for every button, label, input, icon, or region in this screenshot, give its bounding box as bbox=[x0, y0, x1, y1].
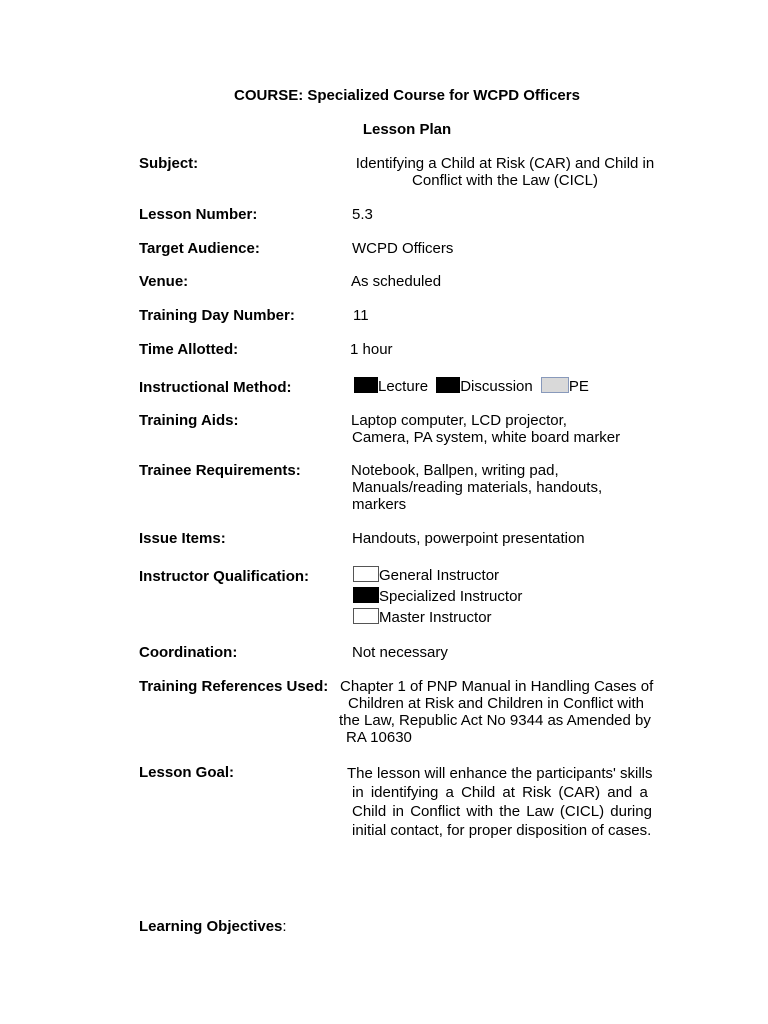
coordination-value: Not necessary bbox=[352, 644, 448, 661]
specialized-instructor-label: Specialized Instructor bbox=[379, 588, 523, 605]
trainee-requirements-value bbox=[351, 462, 602, 513]
general-instructor-label: General Instructor bbox=[379, 567, 500, 584]
lesson-goal-value bbox=[347, 764, 663, 840]
training-references-line: RA 10630 bbox=[346, 729, 412, 746]
time-allotted-value: 1 hour bbox=[350, 341, 393, 358]
training-aids-value bbox=[351, 412, 620, 446]
lesson-plan-title: Lesson Plan bbox=[362, 121, 452, 138]
master-instructor-checkbox[interactable] bbox=[353, 608, 379, 624]
training-aids-line: Camera, PA system, white board marker bbox=[352, 429, 621, 446]
venue-value: As scheduled bbox=[351, 273, 442, 290]
subject-label: Subject: bbox=[139, 155, 199, 172]
trainee-requirements-line: markers bbox=[352, 496, 407, 513]
training-references-line: Chapter 1 of PNP Manual in Handling Cases of bbox=[340, 678, 654, 695]
lesson-number-value: 5.3 bbox=[352, 206, 373, 223]
learning-objectives-colon: : bbox=[282, 918, 287, 935]
training-references-line: Children at Risk and Children in Conflict with bbox=[348, 695, 644, 712]
subject-value bbox=[300, 155, 710, 189]
trainee-requirements-label: Trainee Requirements: bbox=[139, 462, 301, 479]
target-audience-value: WCPD Officers bbox=[352, 240, 454, 257]
pe-checkbox[interactable] bbox=[541, 377, 569, 393]
pe-option-label: PE bbox=[568, 378, 589, 395]
instructor-qualification-options bbox=[353, 565, 522, 628]
training-aids-label: Training Aids: bbox=[139, 412, 239, 429]
training-references-line: the Law, Republic Act No 9344 as Amended by bbox=[339, 712, 651, 729]
lesson-goal-line: Child in Conflict with the Law (CICL) during bbox=[352, 803, 652, 820]
trainee-requirements-line: Notebook, Ballpen, writing pad, bbox=[351, 462, 559, 479]
training-aids-line: Laptop computer, LCD projector, bbox=[351, 412, 567, 429]
training-day-value: 11 bbox=[353, 307, 369, 324]
training-day-label: Training Day Number: bbox=[139, 307, 295, 324]
lesson-number-label: Lesson Number: bbox=[139, 206, 258, 223]
instructional-method-options bbox=[354, 377, 589, 395]
general-instructor-checkbox[interactable] bbox=[353, 566, 379, 582]
lesson-goal-line: in identifying a Child at Risk (CAR) and a bbox=[352, 784, 648, 801]
subject-line: Identifying a Child at Risk (CAR) and Child in bbox=[355, 155, 655, 172]
venue-label: Venue: bbox=[139, 273, 189, 290]
instructor-qualification-label: Instructor Qualification: bbox=[139, 568, 310, 585]
learning-objectives-heading bbox=[139, 918, 287, 935]
issue-items-label: Issue Items: bbox=[139, 530, 226, 547]
specialized-instructor-checkbox[interactable] bbox=[353, 587, 379, 603]
lecture-checkbox[interactable] bbox=[354, 377, 378, 393]
lesson-goal-label: Lesson Goal: bbox=[139, 764, 235, 781]
master-instructor-label: Master Instructor bbox=[379, 609, 492, 626]
discussion-checkbox[interactable] bbox=[436, 377, 460, 393]
learning-objectives-label: Learning Objectives bbox=[139, 918, 283, 935]
issue-items-value: Handouts, powerpoint presentation bbox=[352, 530, 585, 547]
training-references-value bbox=[338, 678, 653, 746]
course-title: COURSE: Specialized Course for WCPD Officers bbox=[234, 87, 580, 104]
trainee-requirements-line: Manuals/reading materials, handouts, bbox=[352, 479, 603, 496]
time-allotted-label: Time Allotted: bbox=[139, 341, 239, 358]
lesson-goal-line: initial contact, for proper disposition of cases. bbox=[352, 822, 652, 839]
subject-line: Conflict with the Law (CICL) bbox=[412, 172, 598, 189]
lesson-goal-line: The lesson will enhance the participants' skills bbox=[347, 765, 653, 782]
coordination-label: Coordination: bbox=[139, 644, 238, 661]
discussion-option-label: Discussion bbox=[460, 378, 533, 395]
instructional-method-label: Instructional Method: bbox=[139, 379, 292, 396]
training-references-label: Training References Used: bbox=[139, 678, 329, 695]
lecture-option-label: Lecture bbox=[378, 378, 429, 395]
target-audience-label: Target Audience: bbox=[139, 240, 260, 257]
